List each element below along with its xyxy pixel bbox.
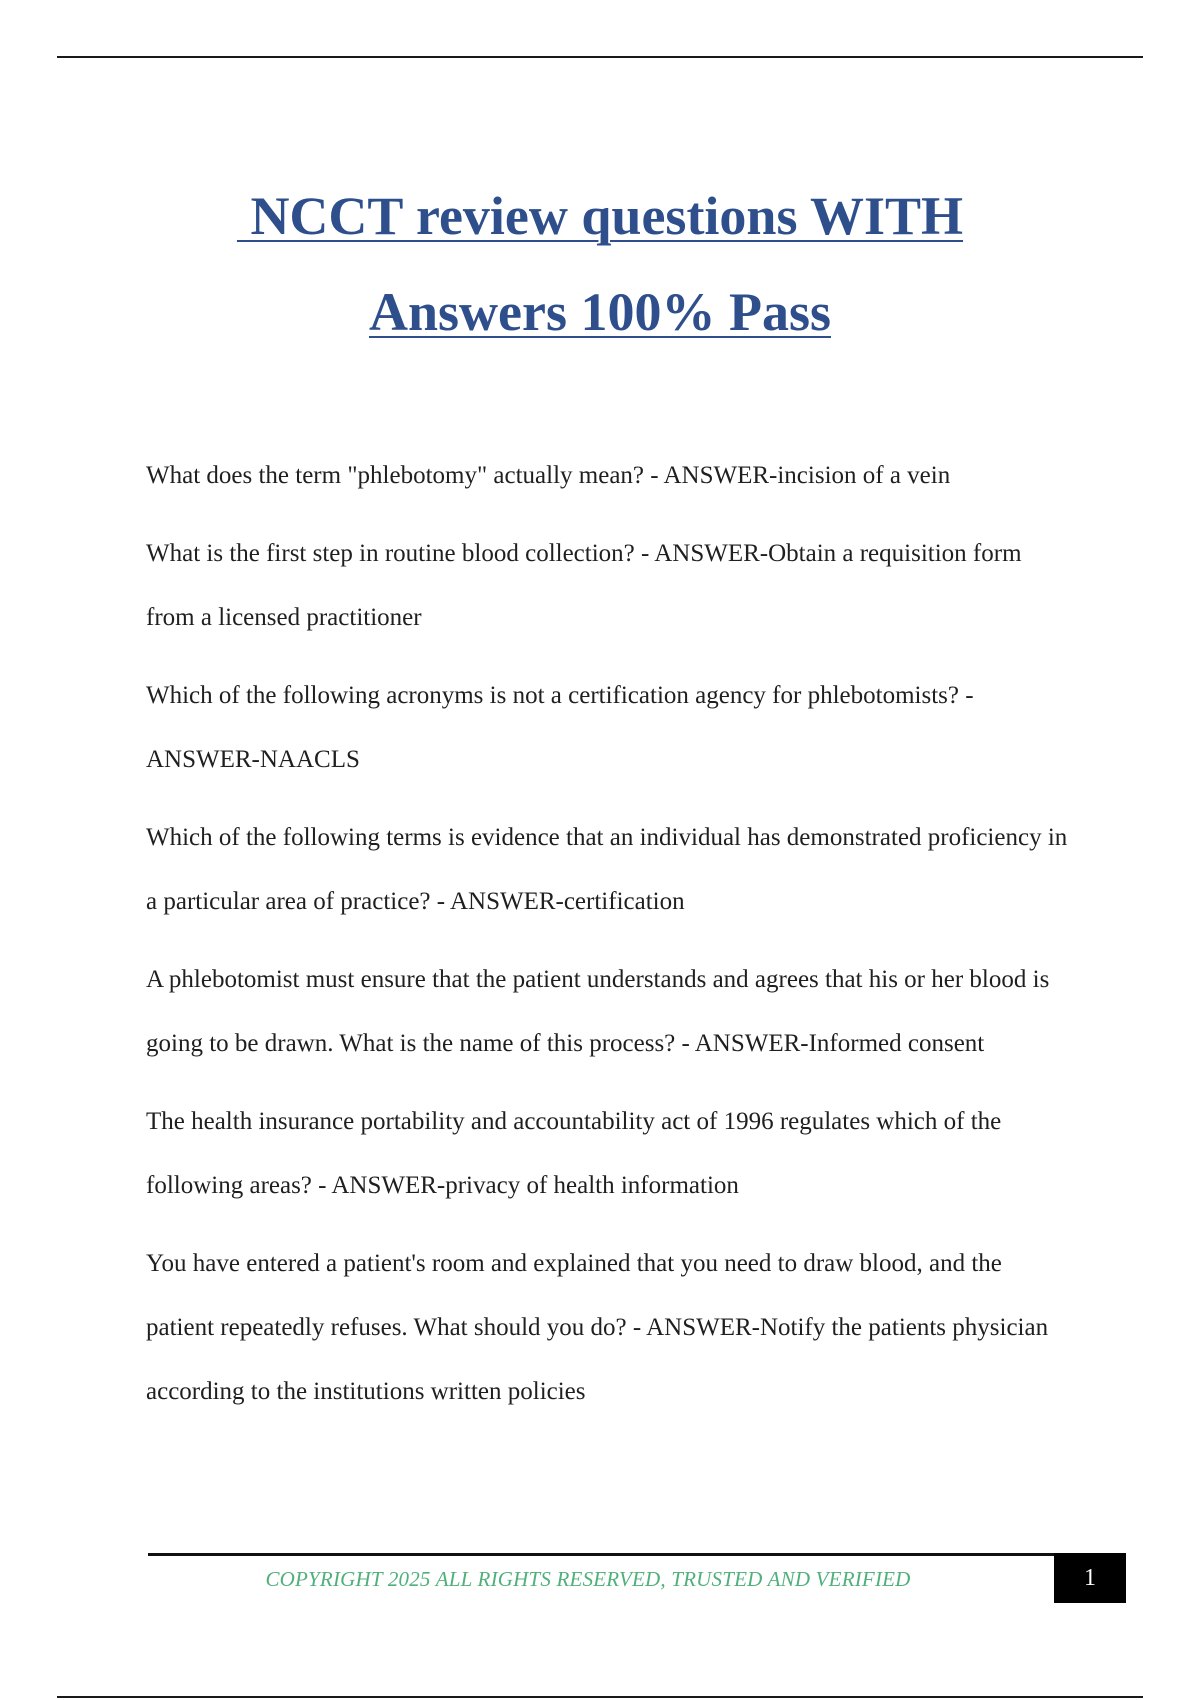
qa-item: Which of the following terms is evidence that an individual has demonstrated proficiency in a particular area of practice? - ANSWER-certification <box>146 824 1068 915</box>
page-number: 1 <box>1054 1553 1126 1603</box>
qa-item: A phlebotomist must ensure that the patient understands and agrees that his or her blood is going to be drawn. What is the name of this process? - ANSWER-Informed consent <box>146 966 1050 1057</box>
qa-item: What is the first step in routine blood collection? - ANSWER-Obtain a requisition form from a licensed practitioner <box>146 540 1022 631</box>
document-title <box>0 168 1200 360</box>
copyright-notice: COPYRIGHT 2025 ALL RIGHTS RESERVED, TRUSTED AND VERIFIED <box>265 1567 911 1591</box>
qa-list <box>146 444 1076 1438</box>
bottom-divider <box>57 1696 1143 1698</box>
page-footer <box>148 1553 1126 1603</box>
qa-item: The health insurance portability and accountability act of 1996 regulates which of the following areas? - ANSWER-privacy of health information <box>146 1108 1002 1199</box>
top-divider <box>57 56 1143 58</box>
qa-item: Which of the following acronyms is not a certification agency for phlebotomists? - ANSWER-NAACLS <box>146 682 974 773</box>
qa-item: You have entered a patient's room and explained that you need to draw blood, and the patient repeatedly refuses. What should you do? - ANSWER-Notify the patients physician according to the institutions written policies <box>146 1250 1049 1405</box>
title-line-2: Answers 100% Pass <box>368 282 831 342</box>
footer-divider <box>148 1553 1054 1556</box>
title-line-1: NCCT review questions WITH <box>236 186 964 246</box>
qa-item: What does the term "phlebotomy" actually mean? - ANSWER-incision of a vein <box>146 462 951 489</box>
